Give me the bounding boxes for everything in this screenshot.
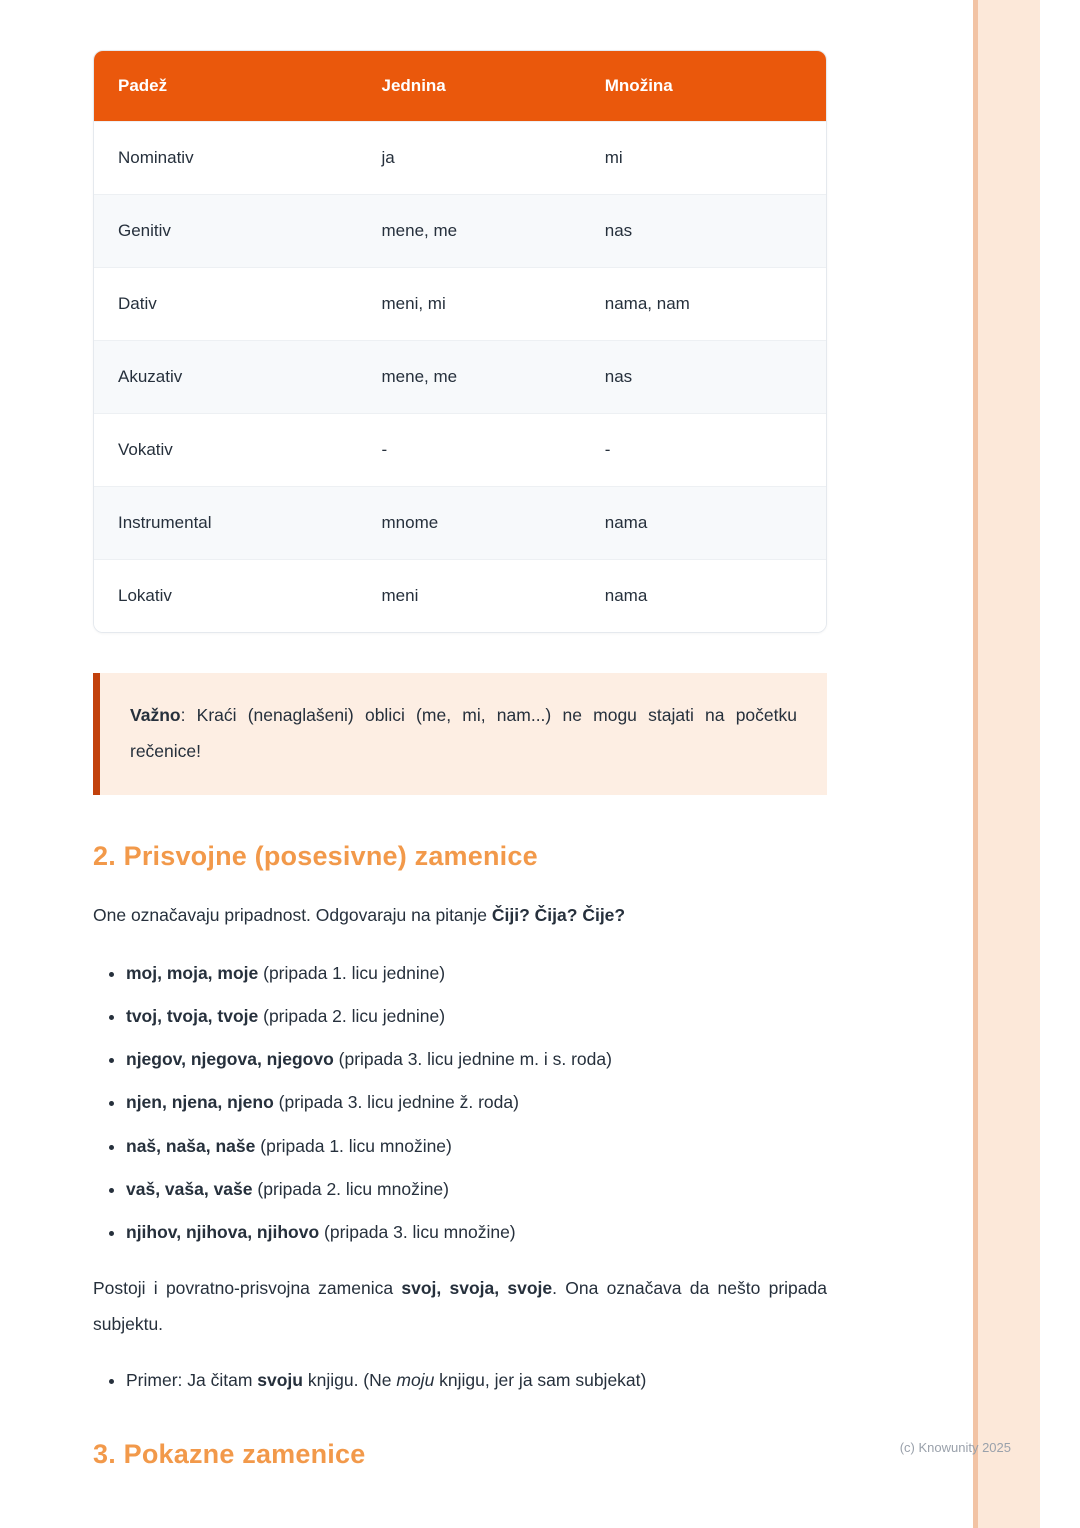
declension-table (93, 50, 827, 633)
table-cell: ja (358, 122, 581, 195)
table-row (94, 341, 826, 414)
section-heading-demonstrative: 3. Pokazne zamenice (93, 1439, 366, 1470)
list-item (126, 1046, 827, 1072)
callout-label: Važno (130, 705, 181, 725)
page-edge-band (978, 0, 1040, 1528)
table-cell: nas (581, 195, 826, 268)
table-cell: nas (581, 341, 826, 414)
pronoun-desc: (pripada 3. licu jednine m. i s. roda) (333, 1049, 612, 1070)
table-cell: meni, mi (358, 268, 581, 341)
table-cell: - (581, 414, 826, 487)
important-callout (93, 673, 827, 795)
table-header-case: Padež (94, 51, 358, 122)
possessive-intro (93, 898, 827, 934)
table-cell: mnome (358, 487, 581, 560)
table-cell: Nominativ (94, 122, 358, 195)
example-text-2: knjigu. (Ne (303, 1370, 397, 1391)
table-cell: Genitiv (94, 195, 358, 268)
list-item (126, 960, 827, 986)
pronoun-forms: njihov, njihova, njihovo (126, 1222, 320, 1243)
section-heading-possessive: 2. Prisvojne (posesivne) zamenice (93, 840, 538, 871)
document-content (93, 50, 827, 1470)
example-list (93, 1367, 827, 1393)
table-cell: mene, me (358, 195, 581, 268)
table-cell: Dativ (94, 268, 358, 341)
table-row (94, 560, 826, 633)
pronoun-forms: njen, njena, njeno (126, 1092, 274, 1113)
table-row (94, 487, 826, 560)
pronoun-forms: moj, moja, moje (126, 962, 259, 983)
intro-question: Čiji? Čija? Čije? (491, 904, 626, 925)
pronoun-desc: (pripada 1. licu množine) (255, 1135, 452, 1156)
possessive-pronoun-list (93, 960, 827, 1246)
table-header-plural: Množina (581, 51, 826, 122)
list-item (126, 1133, 827, 1159)
list-item (126, 1176, 827, 1202)
list-item (126, 1219, 827, 1245)
table-cell: Instrumental (94, 487, 358, 560)
copyright-credit: (c) Knowunity 2025 (899, 1440, 1011, 1455)
table-cell: mene, me (358, 341, 581, 414)
pronoun-desc: (pripada 3. licu množine) (319, 1222, 516, 1243)
pronoun-desc: (pripada 1. licu jednine) (258, 962, 446, 983)
example-text-3: knjigu, jer ja sam subjekat) (434, 1370, 647, 1391)
table-cell: Akuzativ (94, 341, 358, 414)
pronoun-forms: naš, naša, naše (126, 1135, 256, 1156)
note-forms: svoj, svoja, svoje (401, 1278, 553, 1299)
table-header-singular: Jednina (358, 51, 581, 122)
table-row (94, 268, 826, 341)
intro-text: One označavaju pripadnost. Odgovaraju na pitanje (93, 904, 492, 925)
example-text-1: Primer: Ja čitam (126, 1370, 258, 1391)
list-item (126, 1003, 827, 1029)
table-cell: nama, nam (581, 268, 826, 341)
pronoun-desc: (pripada 2. licu množine) (252, 1178, 449, 1199)
pronoun-forms: njegov, njegova, njegovo (126, 1049, 334, 1070)
table-cell: meni (358, 560, 581, 633)
note-text-1: Postoji i povratno-prisvojna zamenica (93, 1278, 402, 1299)
example-italic: moju (396, 1370, 435, 1391)
table-cell: mi (581, 122, 826, 195)
table-cell: Vokativ (94, 414, 358, 487)
table-cell: nama (581, 487, 826, 560)
list-item (126, 1089, 827, 1115)
note-text-2: . Ona označava da nešto pripada subjektu. (93, 1278, 827, 1335)
table-row (94, 195, 826, 268)
pronoun-desc: (pripada 2. licu jednine) (258, 1005, 446, 1026)
table-cell: nama (581, 560, 826, 633)
table-header-row (94, 51, 826, 122)
reflexive-possessive-note (93, 1271, 827, 1343)
table-cell: Lokativ (94, 560, 358, 633)
pronoun-forms: tvoj, tvoja, tvoje (126, 1005, 259, 1026)
example-item (126, 1367, 827, 1393)
table-cell: - (358, 414, 581, 487)
table-row (94, 414, 826, 487)
pronoun-desc: (pripada 3. licu jednine ž. roda) (273, 1092, 519, 1113)
pronoun-forms: vaš, vaša, vaše (126, 1178, 253, 1199)
example-bold: svoju (257, 1370, 303, 1391)
table-row (94, 122, 826, 195)
callout-text: : Kraći (nenaglašeni) oblici (me, mi, nam...) ne mogu stajati na početku rečenice! (130, 705, 797, 761)
